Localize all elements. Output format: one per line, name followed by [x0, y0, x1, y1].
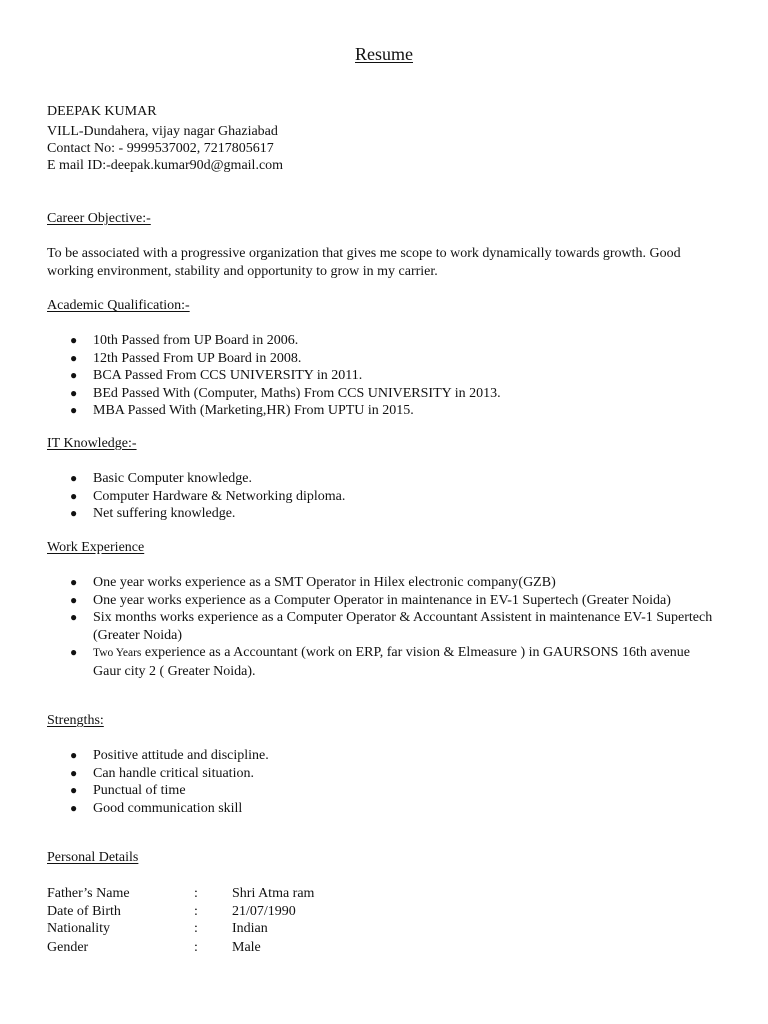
bullet-icon: ● [70, 471, 78, 485]
academic-list [0, 332, 713, 420]
personal-value: Indian [232, 921, 268, 936]
personal-separator: : [194, 904, 198, 919]
bullet-icon: ● [70, 800, 78, 815]
work-experience-list [0, 574, 713, 680]
list-item: ● 12th Passed From UP Board in 2008. [70, 350, 302, 366]
personal-label: Gender [47, 940, 89, 955]
personal-separator: : [194, 921, 198, 936]
list-item: ● Basic Computer knowledge. [70, 471, 253, 486]
bullet-icon: ● [70, 506, 78, 520]
work-duration-label: Two Years [93, 647, 142, 659]
work-experience-heading: Work Experience [47, 540, 145, 555]
personal-value: Shri Atma ram [232, 886, 315, 901]
work-item-rest: experience as a Accountant (work on ERP, far vision & Elmeasure ) in GAURSONS 16th avenue Gaur city 2 ( Greater Noida). [93, 645, 691, 679]
career-objective-text: To be associated with a progressive organization that gives me scope to work dynamically towards growth. Good working environment, stability and opportunity to grow in my carrier. [47, 246, 681, 279]
list-item: ● Good communication skill [70, 800, 243, 816]
personal-separator: : [194, 886, 198, 901]
candidate-email: E mail ID:-deepak.kumar90d@gmail.com [47, 158, 284, 173]
career-objective-heading: Career Objective:- [47, 211, 151, 226]
bullet-icon: ● [70, 748, 78, 762]
bullet-icon: ● [70, 368, 78, 382]
candidate-name: DEEPAK KUMAR [47, 104, 157, 119]
bullet-icon: ● [70, 783, 78, 797]
strengths-heading: Strengths: [47, 713, 104, 728]
list-item: ● One year works experience as a SMT Operator in Hilex electronic company(GZB) [70, 575, 556, 590]
bullet-icon: ● [70, 645, 78, 659]
list-item: ● Punctual of time [70, 783, 186, 798]
candidate-address: VILL-Dundahera, vijay nagar Ghaziabad [47, 124, 278, 139]
personal-separator: : [194, 940, 198, 955]
bullet-icon: ● [70, 610, 78, 624]
bullet-icon: ● [70, 592, 78, 607]
personal-label: Father’s Name [47, 886, 130, 901]
strengths-list [0, 747, 713, 817]
bullet-icon: ● [70, 333, 78, 347]
it-knowledge-list [0, 470, 713, 523]
list-item [0, 644, 713, 680]
bullet-icon: ● [70, 385, 78, 400]
list-item: ● Can handle critical situation. [70, 765, 254, 781]
personal-value: Male [232, 940, 261, 955]
list-item: ● 10th Passed from UP Board in 2006. [70, 333, 299, 348]
personal-value: 21/07/1990 [232, 904, 296, 919]
academic-heading: Academic Qualification:- [47, 298, 190, 313]
list-item: ● Six months works experience as a Computer Operator & Accountant Assistent in maintenance EV-1 Supertech (Greater Noida) [70, 610, 713, 643]
list-item: ● BEd Passed With (Computer, Maths) From CCS UNIVERSITY in 2013. [70, 385, 501, 401]
list-item: ● One year works experience as a Computer Operator in maintenance in EV-1 Supertech (Greater Noida) [70, 592, 671, 608]
it-knowledge-heading: IT Knowledge:- [47, 436, 137, 451]
personal-label: Date of Birth [47, 904, 121, 919]
list-item: ● Positive attitude and discipline. [70, 748, 269, 763]
document-title: Resume [355, 44, 413, 64]
list-item: ● Computer Hardware & Networking diploma. [70, 488, 346, 504]
bullet-icon: ● [70, 350, 78, 365]
bullet-icon: ● [70, 403, 78, 417]
bullet-icon: ● [70, 575, 78, 589]
personal-details-heading: Personal Details [47, 850, 139, 865]
personal-label: Nationality [47, 921, 110, 936]
list-item: ● Net suffering knowledge. [70, 506, 236, 521]
bullet-icon: ● [70, 765, 78, 780]
list-item: ● BCA Passed From CCS UNIVERSITY in 2011. [70, 368, 363, 383]
list-item: ● MBA Passed With (Marketing,HR) From UPTU in 2015. [70, 403, 414, 418]
candidate-contact: Contact No: - 9999537002, 7217805617 [47, 141, 274, 156]
bullet-icon: ● [70, 488, 78, 503]
